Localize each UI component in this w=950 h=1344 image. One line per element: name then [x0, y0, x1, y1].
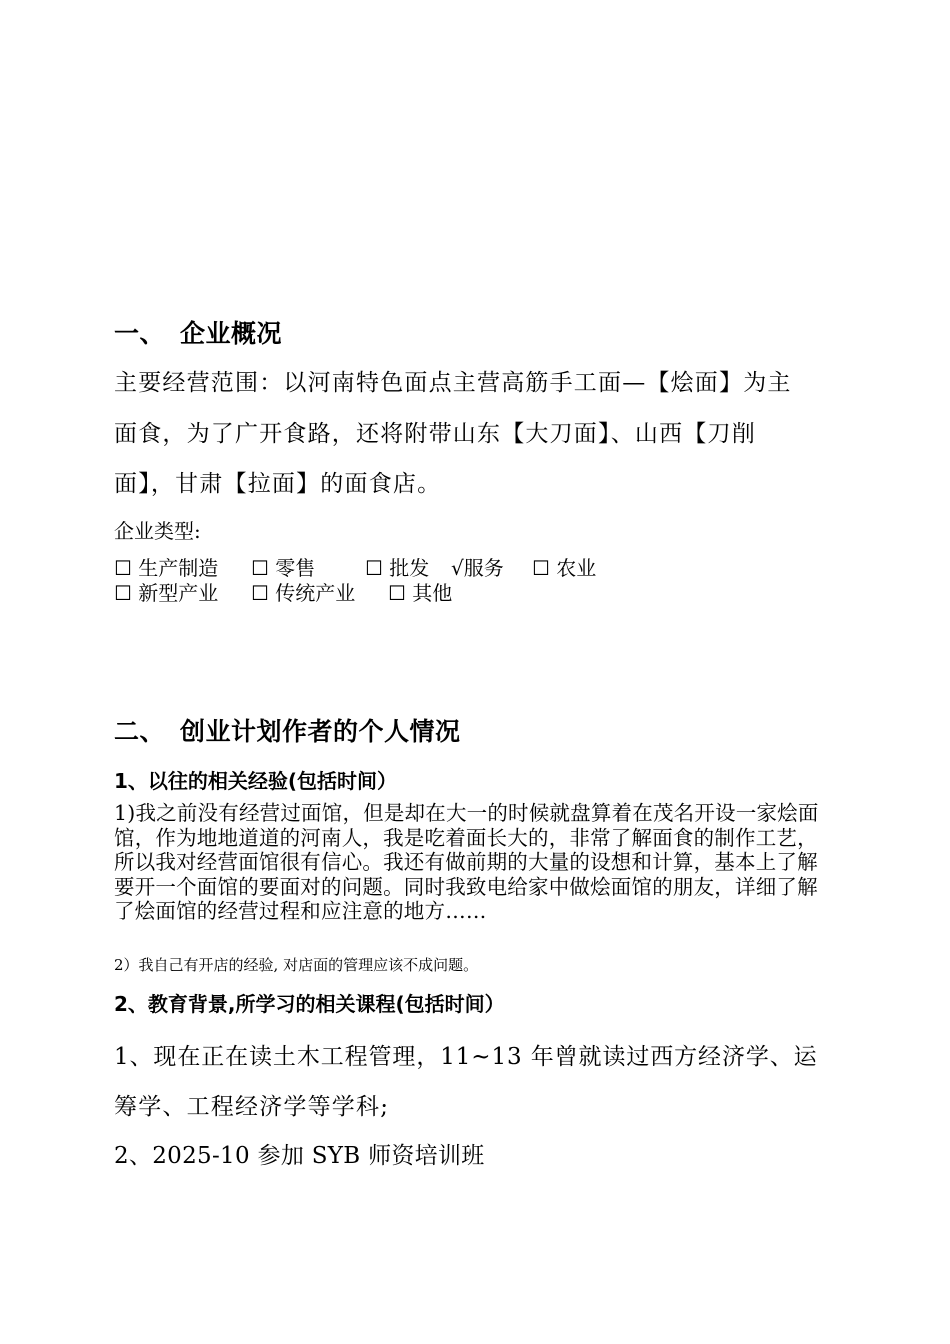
section-2-number: 二、: [114, 717, 166, 746]
scope-line-3: 面】，甘肃【拉面】的面食店。: [114, 471, 442, 497]
subsection-1-title: 1、以往的相关经验(包括时间）: [114, 769, 398, 793]
section-1-heading: [114, 314, 282, 350]
option-label: 批发: [389, 556, 430, 580]
scope-line-1: 主要经营范围：以河南特色面点主营高筋手工面—【烩面】为主: [114, 370, 792, 396]
education-line-1: 1、现在正在读土木工程管理，11~13 年曾就读过西方经济学、运: [114, 1044, 818, 1070]
enterprise-type-row-2: [114, 577, 452, 606]
option-label: 零售: [275, 556, 316, 580]
checkbox-icon: ☐: [532, 556, 550, 580]
checkbox-icon: ☐: [251, 581, 269, 605]
option-label: 新型产业: [138, 581, 219, 605]
section-2-heading: [114, 712, 461, 748]
checkmark-icon: √: [451, 556, 464, 580]
education-line-3: 2、2025-10 参加 SYB 师资培训班: [114, 1143, 485, 1169]
enterprise-type-label: 企业类型:: [114, 519, 201, 543]
education-line-2: 筹学、工程经济学等学科;: [114, 1094, 390, 1120]
scope-line-2: 面食，为了广开食路，还将附带山东【大刀面】、山西【刀削: [114, 421, 756, 447]
option-label: 生产制造: [138, 556, 219, 580]
checkbox-icon: ☐: [388, 581, 406, 605]
section-1-number: 一、: [114, 319, 166, 348]
experience-note: 2）我自己有开店的经验, 对店面的管理应该不成问题。: [114, 956, 479, 974]
option-agriculture: [532, 552, 596, 581]
section-2-title: 创业计划作者的个人情况: [180, 717, 461, 746]
option-other: [388, 577, 452, 606]
checkbox-icon: ☐: [114, 581, 132, 605]
checkbox-icon: ☐: [114, 556, 132, 580]
option-label: 传统产业: [275, 581, 356, 605]
option-service: [451, 552, 532, 581]
subsection-2-title: 2、教育背景,所学习的相关课程(包括时间）: [114, 992, 505, 1016]
option-label: 农业: [556, 556, 597, 580]
option-label: 其他: [412, 581, 453, 605]
option-new-industry: [114, 577, 251, 606]
option-label: 服务: [463, 556, 504, 580]
checkbox-icon: ☐: [365, 556, 383, 580]
option-traditional-industry: [251, 577, 388, 606]
experience-paragraph: 1)我之前没有经营过面馆，但是却在大一的时候就盘算着在茂名开设一家烩面馆，作为地地道道的河南人，我是吃着面长大的，非常了解面食的制作工艺，所以我对经营面馆很有信心。我还有做前期的大量的设想和计算，基本上了解要开一个面馆的要面对的问题。同时我致电给家中做烩面馆的朋友，详细了解了烩面馆的经营过程和应注意的地方……: [114, 801, 819, 923]
checkbox-icon: ☐: [251, 556, 269, 580]
section-1-title: 企业概况: [180, 319, 283, 348]
